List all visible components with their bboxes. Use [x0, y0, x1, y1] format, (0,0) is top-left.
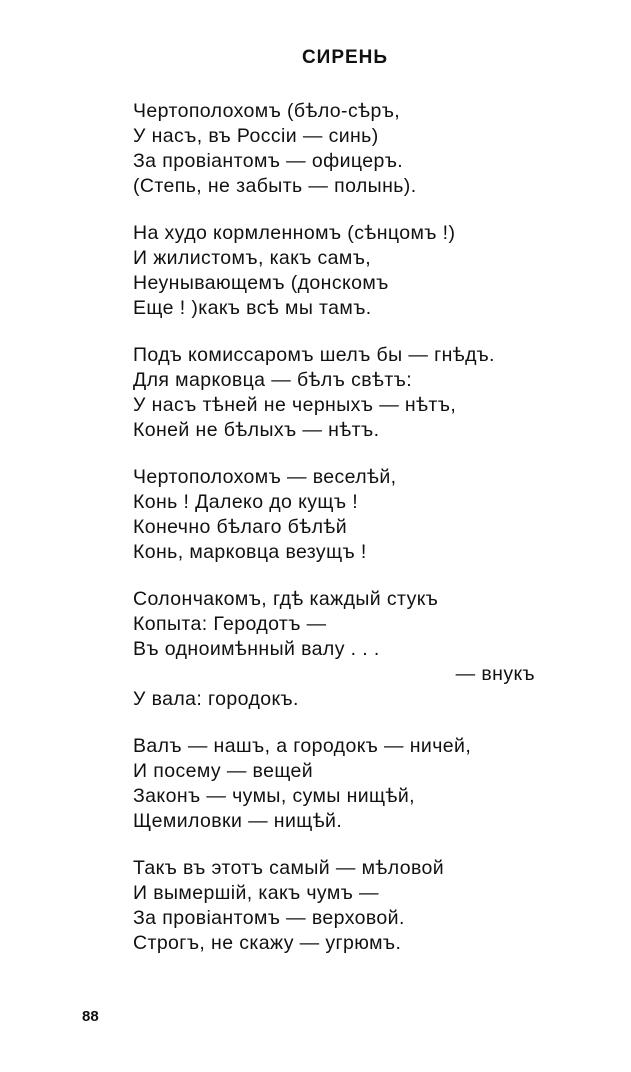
stanza [133, 343, 573, 443]
poem-line: Законъ — чумы, сумы нищѣй, [133, 785, 415, 807]
stanza [133, 587, 573, 712]
poem-line-indented: — внукъ [455, 663, 535, 685]
poem-line: Еще ! )какъ всѣ мы тамъ. [133, 297, 372, 319]
poem-line: И жилистомъ, какъ самъ, [133, 247, 372, 269]
poem-line: За провiантомъ — офицеръ. [133, 150, 404, 172]
poem-line: У насъ, въ Россiи — синь) [133, 125, 379, 147]
poem-line: Конь ! Далеко до кущъ ! [133, 491, 359, 513]
page-number: 88 [82, 1008, 99, 1025]
poem-line: Въ одноимѣнный валу . . . [133, 638, 380, 660]
stanza [133, 734, 573, 834]
poem-line: На худо кормленномъ (сѣнцомъ !) [133, 222, 456, 244]
poem-line: И вымершiй, какъ чумъ — [133, 882, 379, 904]
poem-line: Чертополохомъ — веселѣй, [133, 466, 397, 488]
stanza [133, 465, 573, 565]
poem-line: Чертополохомъ (бѣло-сѣръ, [133, 100, 401, 122]
poem-line: Подъ комиссаромъ шелъ бы — гнѣдъ. [133, 344, 495, 366]
poem-body [133, 99, 573, 978]
stanza [133, 856, 573, 956]
poem-line: У вала: городокъ. [133, 688, 299, 710]
poem-line: Неунывающемъ (донскомъ [133, 272, 389, 294]
poem-line: (Степь, не забыть — полынь). [133, 175, 417, 197]
poem-line: У насъ тѣней не черныхъ — нѣтъ, [133, 394, 457, 416]
poem-line: Для марковца — бѣлъ свѣтъ: [133, 369, 413, 391]
poem-line: И посему — вещей [133, 760, 314, 782]
poem-line: Щемиловки — нищѣй. [133, 810, 343, 832]
poem-line: Валъ — нашъ, а городокъ — ничей, [133, 735, 472, 757]
stanza [133, 99, 573, 199]
poem-line: Такъ въ этотъ самый — мѣловой [133, 857, 445, 879]
poem-line: Коней не бѣлыхъ — нѣтъ. [133, 419, 380, 441]
poem-line: Солончакомъ, гдѣ каждый стукъ [133, 588, 439, 610]
poem-line: Строгъ, не скажу — угрюмъ. [133, 932, 402, 954]
poem-line: Конь, марковца везущъ ! [133, 541, 367, 563]
poem-line: Конечно бѣлаго бѣлѣй [133, 516, 347, 538]
poem-title: СИРЕНЬ [301, 47, 389, 68]
poem-line: За провiантомъ — верховой. [133, 907, 405, 929]
stanza [133, 221, 573, 321]
poem-line: Копыта: Геродотъ — [133, 613, 327, 635]
